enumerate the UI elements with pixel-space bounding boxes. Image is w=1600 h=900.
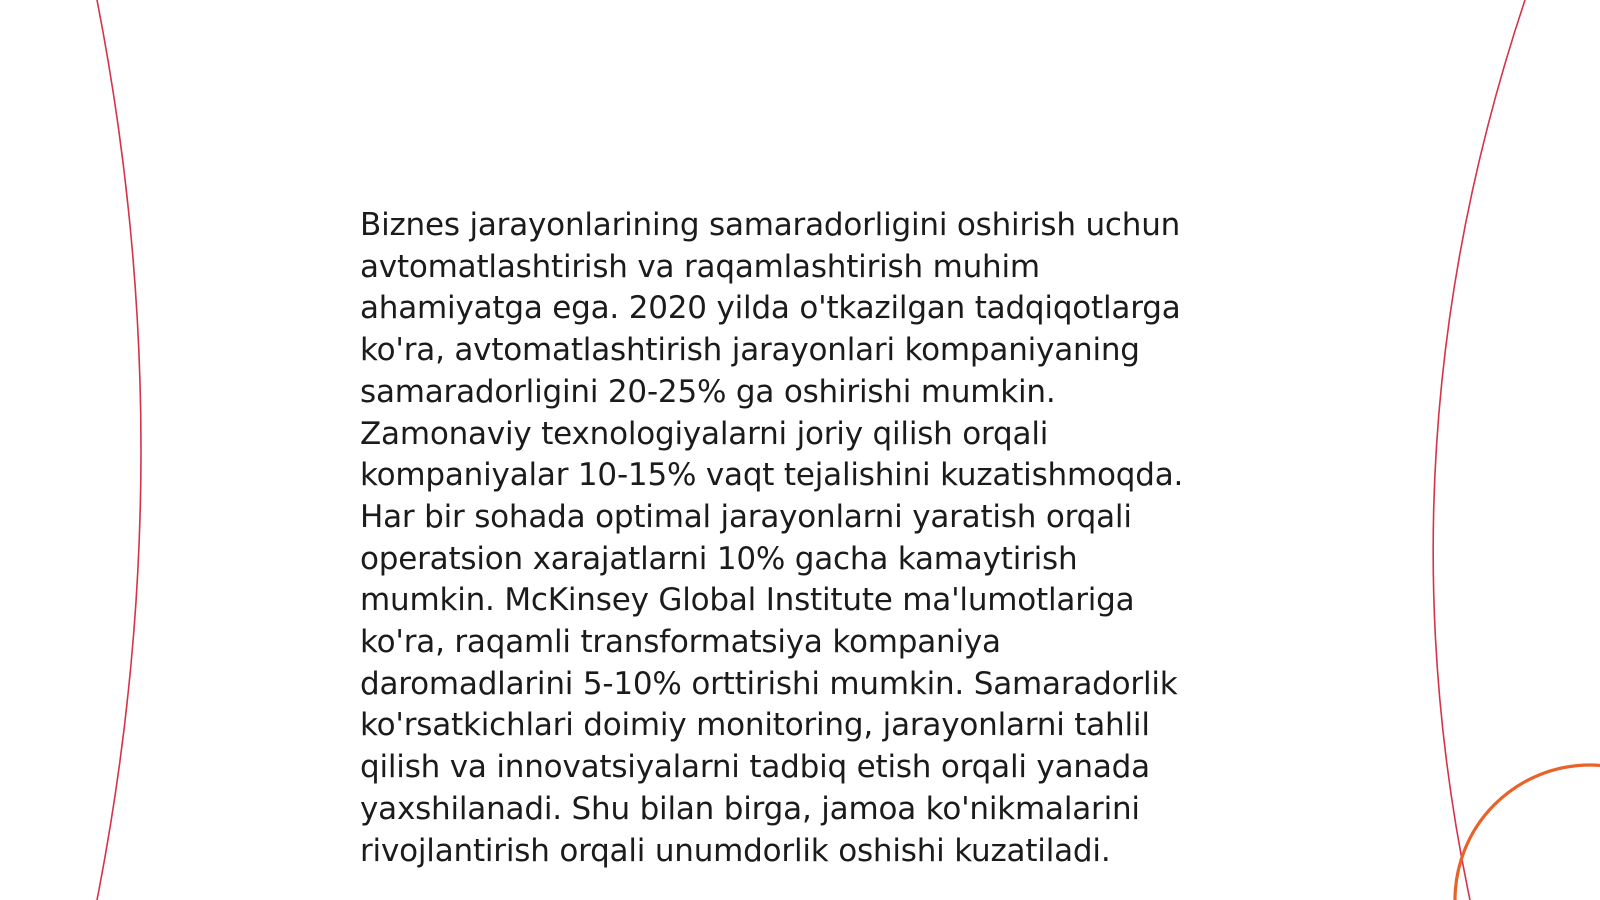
paragraph-line: kompaniyalar 10-15% vaqt tejalishini kuzatishmoqda. bbox=[360, 457, 1184, 494]
paragraph-line: Zamonaviy texnologiyalarni joriy qilish orqali bbox=[360, 415, 1049, 452]
paragraph-line: mumkin. McKinsey Global Institute ma'lumotlariga bbox=[360, 582, 1135, 619]
paragraph-line: Biznes jarayonlarining samaradorligini oshirish uchun bbox=[360, 207, 1181, 243]
paragraph-line: daromadlarini 5-10% orttirishi mumkin. Samaradorlik bbox=[360, 665, 1178, 702]
paragraph-line: ko'ra, raqamli transformatsiya kompaniya bbox=[360, 624, 1001, 661]
paragraph-line: rivojlantirish orqali unumdorlik oshishi kuzatiladi. bbox=[360, 832, 1111, 869]
paragraph-line: ko'ra, avtomatlashtirish jarayonlari kompaniyaning bbox=[360, 332, 1140, 369]
paragraph-line: ahamiyatga ega. 2020 yilda o'tkazilgan tadqiqotlarga bbox=[360, 290, 1181, 327]
corner-circle bbox=[1455, 765, 1600, 900]
paragraph-line: Har bir sohada optimal jarayonlarni yaratish orqali bbox=[360, 498, 1132, 535]
body-paragraph bbox=[360, 205, 1260, 872]
paragraph-line: ko'rsatkichlari doimiy monitoring, jarayonlarni tahlil bbox=[360, 707, 1150, 744]
paragraph-line: yaxshilanadi. Shu bilan birga, jamoa ko'nikmalarini bbox=[360, 790, 1140, 827]
paragraph-line: operatsion xarajatlarni 10% gacha kamaytirish bbox=[360, 540, 1078, 577]
paragraph-line: qilish va innovatsiyalarni tadbiq etish orqali yanada bbox=[360, 749, 1150, 786]
right-arc-line bbox=[1433, 0, 1525, 900]
left-arc-line bbox=[97, 0, 141, 900]
paragraph-line: avtomatlashtirish va raqamlashtirish muhim bbox=[360, 248, 1040, 285]
paragraph-line: samaradorligini 20-25% ga oshirishi mumkin. bbox=[360, 373, 1056, 410]
